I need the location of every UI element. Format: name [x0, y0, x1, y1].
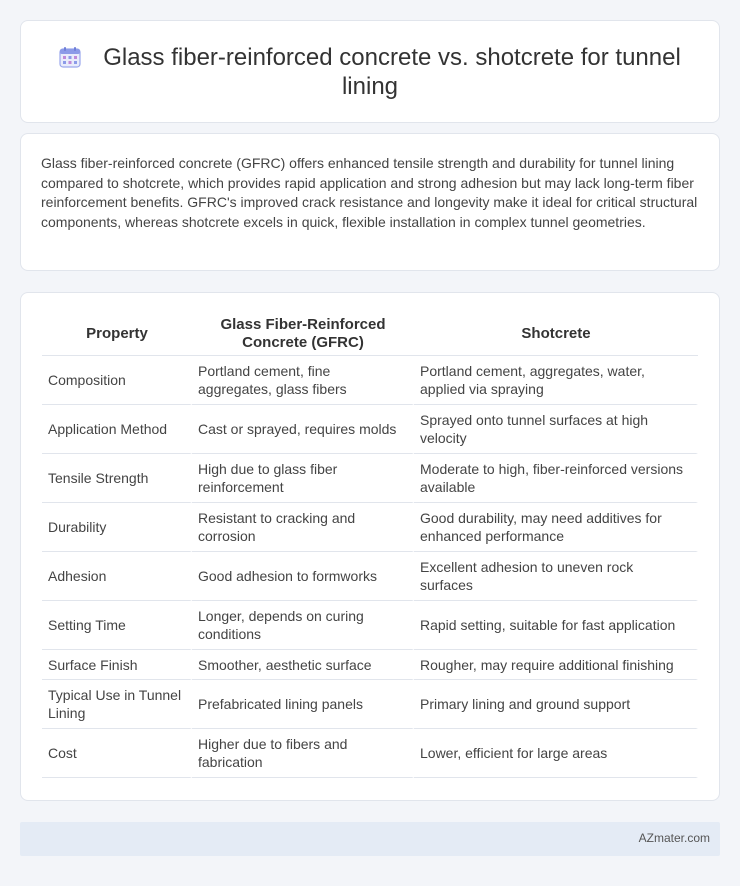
summary-card	[20, 133, 720, 271]
title-card	[20, 20, 720, 123]
cell-gfrc: Prefabricated lining panels	[192, 680, 414, 729]
cell-shotcrete: Lower, efficient for large areas	[414, 729, 698, 778]
header-gfrc: Glass Fiber-Reinforced Concrete (GFRC)	[192, 313, 414, 356]
page-title-text: Glass fiber-reinforced concrete vs. shotcrete for tunnel lining	[103, 44, 681, 100]
cell-property: Typical Use in Tunnel Lining	[42, 680, 192, 729]
calendar-icon	[59, 46, 81, 68]
table-row	[42, 552, 698, 601]
cell-gfrc: Portland cement, fine aggregates, glass fibers	[192, 356, 414, 405]
cell-gfrc: Higher due to fibers and fabrication	[192, 729, 414, 778]
cell-shotcrete: Excellent adhesion to uneven rock surfaces	[414, 552, 698, 601]
header-shotcrete: Shotcrete	[414, 313, 698, 356]
cell-shotcrete: Moderate to high, fiber-reinforced versions available	[414, 454, 698, 503]
cell-property: Cost	[42, 729, 192, 778]
footer-brand: AZmater.com	[638, 831, 710, 845]
page-title	[51, 43, 689, 101]
header-property: Property	[42, 313, 192, 356]
table-row	[42, 503, 698, 552]
cell-gfrc: Resistant to cracking and corrosion	[192, 503, 414, 552]
comparison-table	[42, 313, 698, 778]
cell-shotcrete: Rougher, may require additional finishing	[414, 650, 698, 680]
table-row	[42, 650, 698, 680]
cell-property: Adhesion	[42, 552, 192, 601]
cell-gfrc: Good adhesion to formworks	[192, 552, 414, 601]
table-row	[42, 405, 698, 454]
cell-property: Surface Finish	[42, 650, 192, 680]
cell-property: Setting Time	[42, 601, 192, 650]
cell-shotcrete: Sprayed onto tunnel surfaces at high velocity	[414, 405, 698, 454]
cell-gfrc: Longer, depends on curing conditions	[192, 601, 414, 650]
cell-gfrc: High due to glass fiber reinforcement	[192, 454, 414, 503]
table-row	[42, 601, 698, 650]
cell-shotcrete: Portland cement, aggregates, water, applied via spraying	[414, 356, 698, 405]
footer-bar	[20, 822, 720, 856]
table-row	[42, 729, 698, 778]
cell-property: Tensile Strength	[42, 454, 192, 503]
cell-shotcrete: Primary lining and ground support	[414, 680, 698, 729]
table-header-row	[42, 313, 698, 356]
table-row	[42, 454, 698, 503]
table-row	[42, 680, 698, 729]
cell-property: Composition	[42, 356, 192, 405]
cell-shotcrete: Rapid setting, suitable for fast application	[414, 601, 698, 650]
summary-text: Glass fiber-reinforced concrete (GFRC) offers enhanced tensile strength and durability for tunnel lining compared to shotcrete, which provides rapid application and strong adhesion but may lack long-term fiber reinforcement benefits. GFRC's improved crack resistance and longevity make it ideal for critical structural components, whereas shotcrete excels in quick, flexible installation in complex tunnel geometries.	[41, 155, 698, 230]
cell-gfrc: Cast or sprayed, requires molds	[192, 405, 414, 454]
cell-property: Durability	[42, 503, 192, 552]
comparison-table-card	[20, 292, 720, 801]
table-row	[42, 356, 698, 405]
cell-shotcrete: Good durability, may need additives for enhanced performance	[414, 503, 698, 552]
cell-property: Application Method	[42, 405, 192, 454]
cell-gfrc: Smoother, aesthetic surface	[192, 650, 414, 680]
